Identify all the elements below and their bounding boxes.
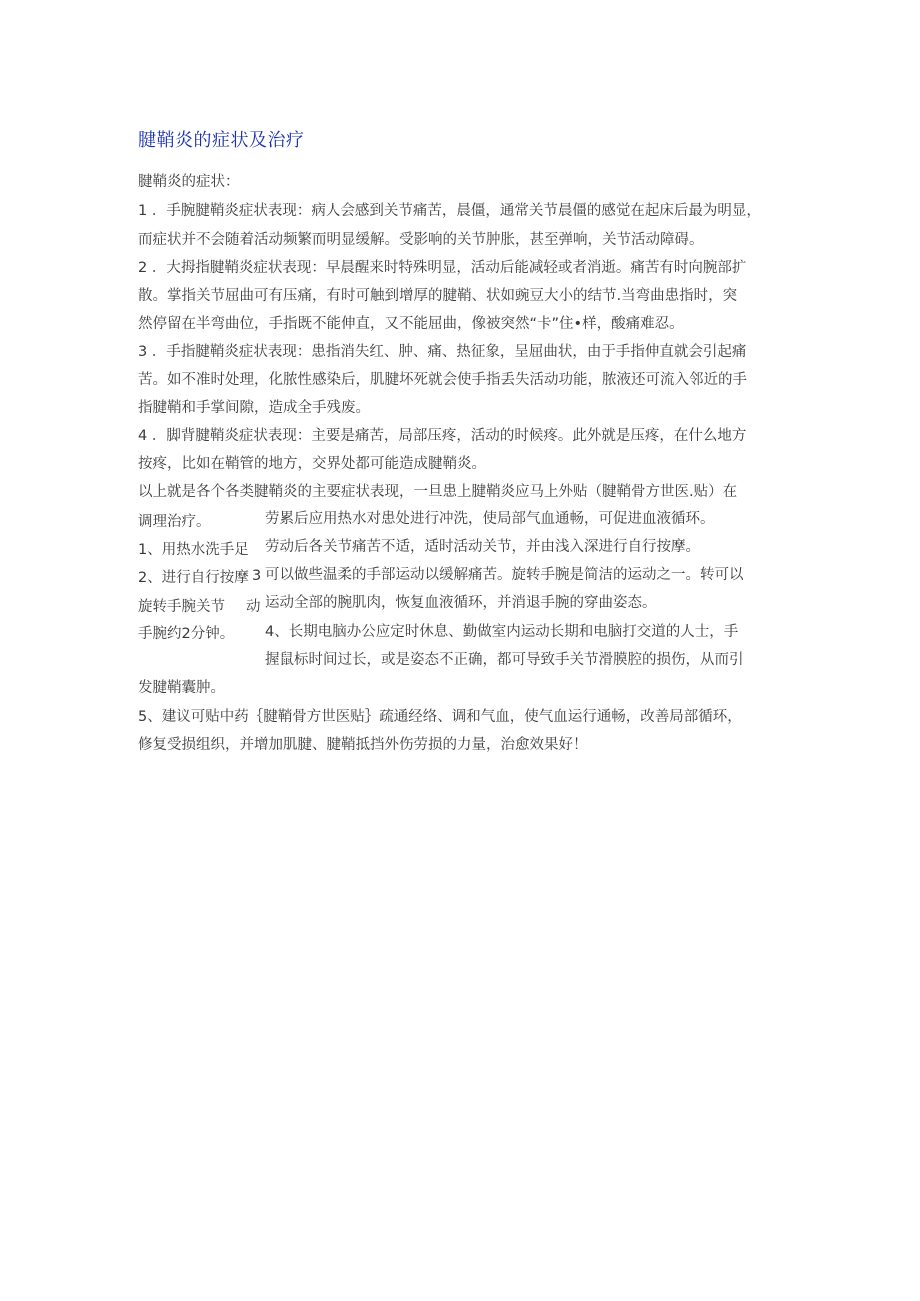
paragraph-line-11: 以上就是各个各类腱鞘炎的主要症状表现，一旦患上腱鞘炎应马上外贴（腱鞘骨方世医.贴）在 xyxy=(138,484,738,500)
left-column-line-3: 2、进行自行按摩 xyxy=(138,570,249,586)
paragraph-line-3: 2 ．大拇指腱鞘炎症状表现：早晨醒来时特殊明显，活动后能减轻或者消逝。痛苦有时向腕部扩 xyxy=(138,260,747,276)
left-column-line-1: 调理治疗。 xyxy=(138,514,211,530)
left-column-line-2: 1、用热水洗手足 xyxy=(138,542,249,558)
document-title: 腱鞘炎的症状及治疗 xyxy=(138,130,305,151)
overlap-marker-4: 动 xyxy=(246,599,261,615)
right-column-line-2: 劳动后各关节痛苦不适，适时活动关节，并由浅入深进行自行按摩。 xyxy=(265,539,700,555)
paragraph-line-2: 而症状并不会随着活动频繁而明显缓解。受影响的关节肿胀，甚至弹响，关节活动障碍。 xyxy=(138,232,704,248)
right-column-line-6: 握鼠标时间过长，或是姿态不正确，都可导致手关节滑膜腔的损伤，从而引 xyxy=(265,652,744,668)
right-column-line-5: 4、长期电脑办公应定时休息、勤做室内运动长期和电脑打交道的人士，手 xyxy=(265,624,739,640)
paragraph-line-18: 发腱鞘囊肿。 xyxy=(138,680,225,696)
paragraph-line-9: 4 ．脚背腱鞘炎症状表现：主要是痛苦，局部压疼，活动的时候疼。此外就是压疼，在什么地方 xyxy=(138,428,747,444)
symptoms-heading: 腱鞘炎的症状： xyxy=(138,174,240,190)
paragraph-line-7: 苦。如不准时处理，化脓性感染后，肌腱坏死就会使手指丢失活动功能，脓液还可流入邻近的手 xyxy=(138,372,747,388)
right-column-line-1: 劳累后应用热水对患处进行冲洗，使局部气血通畅，可促进血液循环。 xyxy=(265,511,715,527)
paragraph-line-1: 1 ．手腕腱鞘炎症状表现：病人会感到关节痛苦，晨僵，通常关节晨僵的感觉在起床后最为明显， xyxy=(138,203,761,219)
paragraph-line-5: 然停留在半弯曲位，手指既不能伸直，又不能屈曲，像被突然“卡”住•样，酸痛难忍。 xyxy=(138,316,684,332)
left-column-line-5: 手腕约2分钟。 xyxy=(138,626,235,642)
paragraph-line-19: 5、建议可贴中药｛腱鞘骨方世医贴｝疏通经络、调和气血，使气血运行通畅，改善局部循环， xyxy=(138,709,742,725)
paragraph-line-6: 3 ．手指腱鞘炎症状表现：患指消失红、肿、痛、热征象，呈屈曲状，由于手指伸直就会引起痛 xyxy=(138,344,747,360)
overlap-marker-3: 3 xyxy=(252,568,262,584)
right-column-line-3: 可以做些温柔的手部运动以缓解痛苦。旋转手腕是简洁的运动之一。转可以 xyxy=(265,567,744,583)
paragraph-line-8: 指腱鞘和手掌间隙，造成全手残废。 xyxy=(138,400,370,416)
paragraph-line-4: 散。掌指关节屈曲可有压痛，有时可触到增厚的腱鞘、状如豌豆大小的结节.当弯曲患指时，突 xyxy=(138,288,738,304)
paragraph-line-10: 按疼，比如在鞘管的地方，交界处都可能造成腱鞘炎。 xyxy=(138,456,486,472)
paragraph-line-20: 修复受损组织，并增加肌腱、腱鞘抵挡外伤劳损的力量，治愈效果好！ xyxy=(138,737,588,753)
left-column-line-4: 旋转手腕关节 xyxy=(138,599,225,615)
right-column-line-4: 运动全部的腕肌肉，恢复血液循环，并消退手腕的穿曲姿态。 xyxy=(265,595,657,611)
